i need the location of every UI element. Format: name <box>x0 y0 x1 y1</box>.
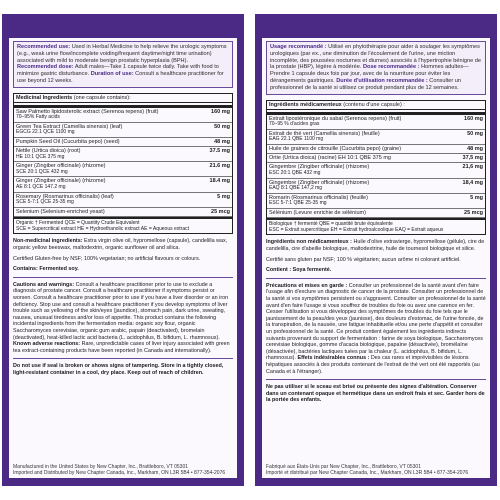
ingredient-legend: Organic † Fermented QCE = Quantity Crude Equivalent SCE = Supercritical extract HE = Hydroethanolic extract AE = Aqueous extract <box>14 217 232 234</box>
ingredient-row: Gingembre (Zingiber officinale) (rhizome) ESC 20:1 QBE 432 mg 21,6 mg <box>267 163 485 178</box>
certification-text: Certified Gluten-free by NSF; 100% vegetarian; no artificial flavours or colours. <box>13 255 201 262</box>
ingredient-legend-fr: Biologique † fermenté QBE = quantité brute équivalente ESC = Extrait supercritique EH = Extrait hydroalcoolique EAQ = Extrait aqueux <box>267 218 485 235</box>
recommended-use-box <box>13 41 233 88</box>
recommended-use-heading-fr: Usage recommandé : <box>270 44 327 50</box>
ingredient-row: Ginger (Zingiber officinale) (rhizome) SCE 20:1 QCE 432 mg 21.6 mg <box>14 162 232 177</box>
ingredient-row: Gingembre (Zingiber officinale) (rhizome) EAQ 8:1 QBE 147,2 mg 18,4 mg <box>267 179 485 194</box>
duration-text-fr: Consulter un professionnel de la santé si utilisez ce produit pendant plus de 12 semaines. <box>270 78 462 91</box>
medicinal-ingredients-heading: Medicinal Ingredients (one capsule contains): <box>14 94 232 103</box>
certification-text-fr: Certifié sans gluten par NSF; 100 % végétarien; aucun arôme ni colorant artificiel. <box>266 256 461 263</box>
duration-heading: Duration of use: <box>90 71 134 78</box>
ingredient-row: Romarin (Rosmarinus officinalis) (feuille) ESC 5-7:1 QBE 25-35 mg 5 mg <box>267 194 485 209</box>
seal-storage-warning-fr: Ne pas utiliser si le sceau est brisé ou présente des signes d'altération. Conserver dans un contenant opaque et hermétique dans un endroit frais et sec. Garder hors de la portée des enfants. <box>266 384 485 404</box>
non-medicinal-ingredients-fr: Ingrédients non médicamenteux : Huile d'olive extravierge, hypromellose (gélule), cire de candelilla, cire d'abeille biologique, maltodextrine, huile de tournesol biologique et silice. <box>266 239 485 253</box>
ingredient-row: Saw Palmetto lipidosterolic extract (Serenoa repens) (fruit) 70–95% Fatty acids 160 mg <box>14 108 232 123</box>
manufacturer-info-fr: Fabriqué aux États-Unis par New Chapter, Inc., Brattleboro, VT 05301 Importé et distribué par New Chapter Canada, Inc., Markham, ON L3R 5B4 • 877-354-2076 <box>266 463 469 476</box>
ingredient-row: Rosemary (Rosmarinus officinalis) (leaf) SCE 5-7:1 QCE 25-35 mg 5 mg <box>14 193 232 208</box>
ingredient-row: Huile de graines de citrouille (Cucurbita pepo) (graine) 48 mg <box>267 145 485 154</box>
medicinal-ingredients-table-fr <box>266 100 486 236</box>
recommended-dose-heading: Recommended dose: <box>17 64 74 71</box>
recommended-use-box-fr <box>266 41 486 95</box>
recommended-use-text: Used in Herbal Medicine to help relieve the urologic symptoms (e.g., weak urine flow/incomplete voiding/frequent daytime/night time urination) associated with mild to moderate benign prostatic hyperplasia (BPH). <box>17 44 227 64</box>
medicinal-ingredients-table <box>13 93 233 235</box>
recommended-dose-text: Adult males—Take 1 capsule twice daily. Take with food to minimize gastric disturbance. <box>17 64 219 78</box>
ingredient-row: Selenium (Selenium-enriched yeast) 25 mcg <box>14 208 232 217</box>
cautions-warnings-fr: Précautions et mises en garde : Consulter un professionnel de la santé avant d'en faire l'usage afin d'exclure un diagnostic de cancer de la prostate. Consulter un professionnel de la santé si vos symptômes persistent ou s'aggravent. Consulter un professionnel de la santé avant d'en faire l'usage si vous souffrez de troubles du foie ou avez une carence en fer. Cesser l'utilisation si vous développez des symptômes de troubles du foie tels que le jaunissement de la peau/des yeux (jaunisse), des douleurs d'estomac, de l'urine foncée, de la transpiration, de la nausée, une fatigue inhabituelle et/ou une perte d'appétit et consulter un professionnel de la santé. Ce produit contient également les ingrédients indirects suivants provenant du support de fermentation : farine de soya biologique, Saccharomyces cerevisiae biologique, gomme d'acacia biologique, papaïne (désactivée), bromélaïne (désactivée), bactéries lactiques tuées par la chaleur (L. acidophilus, B. bifidum, L. rhamnosus). Effets indésirables connus : Des cas rares et imprévisibles de lésions hépatiques associés à des produits contenant de l'extrait de thé vert ont été rapportés (au Canada et à l'étranger). <box>266 282 486 375</box>
duration-heading-fr: Durée d'utilisation recommandée : <box>336 78 428 85</box>
contains-statement: Contains: Fermented soy. <box>13 266 79 273</box>
ingredient-row: Ortie (Urtica dioica) (racine) EH 10:1 QBE 375 mg 37,5 mg <box>267 154 485 163</box>
recommended-use-heading: Recommended use: <box>17 44 71 50</box>
french-label-panel <box>255 14 497 486</box>
ingredient-row: Pumpkin Seed Oil (Cucurbita pepo) (seed) 48 mg <box>14 138 232 147</box>
seal-storage-warning: Do not use if seal is broken or shows signs of tampering. Store in a tightly closed, light-resistant container in a cool, dry place. Keep out of reach of children. <box>13 363 224 376</box>
recommended-dose-text-fr: Hommes adultes—Prendre 1 capsule deux fois par jour, avec de la nourriture pour éviter les dérangements gastriques. <box>270 64 469 85</box>
contains-statement-fr: Contient : Soya fermenté. <box>266 267 332 274</box>
ingredient-row: Green Tea Extract (Camellia sinensis) (leaf) EGCG 22.1 QCE 1100 mg 50 mg <box>14 123 232 138</box>
recommended-use-text-fr: Utilisé en phytothérapie pour aider à soulager les symptômes urologiques (par ex., une diminution de l'écoulement de l'urine, une miction incomplète, des poussées nocturnes et diurnes) associés à l'hypertrophie bénigne de la prostate (HBP), légère à modérée. <box>270 44 481 71</box>
cautions-warnings: Cautions and warnings: Consult a healthcare practitioner prior to use to exclude a diagnosis of prostate cancer. Consult a healthcare practitioner if symptoms persist or worsen. Consult a healthcare practitioner prior to use if you have a liver disorder or an iron deficiency. Stop use and consult a healthcare practitioner if you develop symptoms of liver trouble such as yellowing of the skin/eyes (jaundice), stomach pain, dark urine, sweating, nausea, unusual tiredness and/or loss of appetite. This product contains the following incidental ingredients from the fermentation media: organic soy flour, organic Saccharomyces cerevisiae, organic gum arabic, papain (deactivated), bromelain (deactivated), heat-killed lactic acid bacteria (L. acidophilus, B. bifidum, L. rhamnosus). Known adverse reactions: Rare, unpredictable cases of liver injury associated with green tea extract-containing products have been reported (in Canada and internationally). <box>13 281 230 354</box>
french-label-content <box>262 38 490 478</box>
ingredient-row: Extrait lipostéronique du sabal (Serenoa repens) (fruit) 70–95 % d'acides gras 160 mg <box>267 115 485 130</box>
duration-text: Consult a healthcare practitioner for use beyond 12 weeks. <box>17 71 224 85</box>
ingredient-row: Extrait de thé vert (Camellia sinensis) (feuille) EAG 22.1 QBE 1100 mg 50 mg <box>267 130 485 145</box>
recommended-dose-heading-fr: Dose recommandée : <box>362 64 420 71</box>
ingredient-row: Sélénium (Levure enrichie de sélénium) 25 mcg <box>267 209 485 218</box>
english-label-content <box>9 38 237 478</box>
non-medicinal-ingredients: Non-medicinal ingredients: Extra virgin olive oil, hypromellose (capsule), candelilla wax, organic yellow beeswax, maltodextrin, organic sunflower oil and silica. <box>13 238 228 251</box>
medicinal-ingredients-heading-fr: Ingrédients médicamenteux (contenu d'une capsule) : <box>267 101 485 110</box>
english-label-panel <box>2 14 244 486</box>
ingredient-row: Ginger (Zingiber officinale) (rhizome) AE 8:1 QCE 147.2 mg 18.4 mg <box>14 177 232 192</box>
manufacturer-info: Manufactured in the United States by New Chapter, Inc., Brattleboro, VT 05301 Imported and Distributed by New Chapter Canada, Inc., Markham, ON L3R 5B4 • 877-354-2076 <box>13 463 226 476</box>
ingredient-row: Nettle (Urtica dioica) (root) HE 10:1 QCE 375 mg 37.5 mg <box>14 147 232 162</box>
